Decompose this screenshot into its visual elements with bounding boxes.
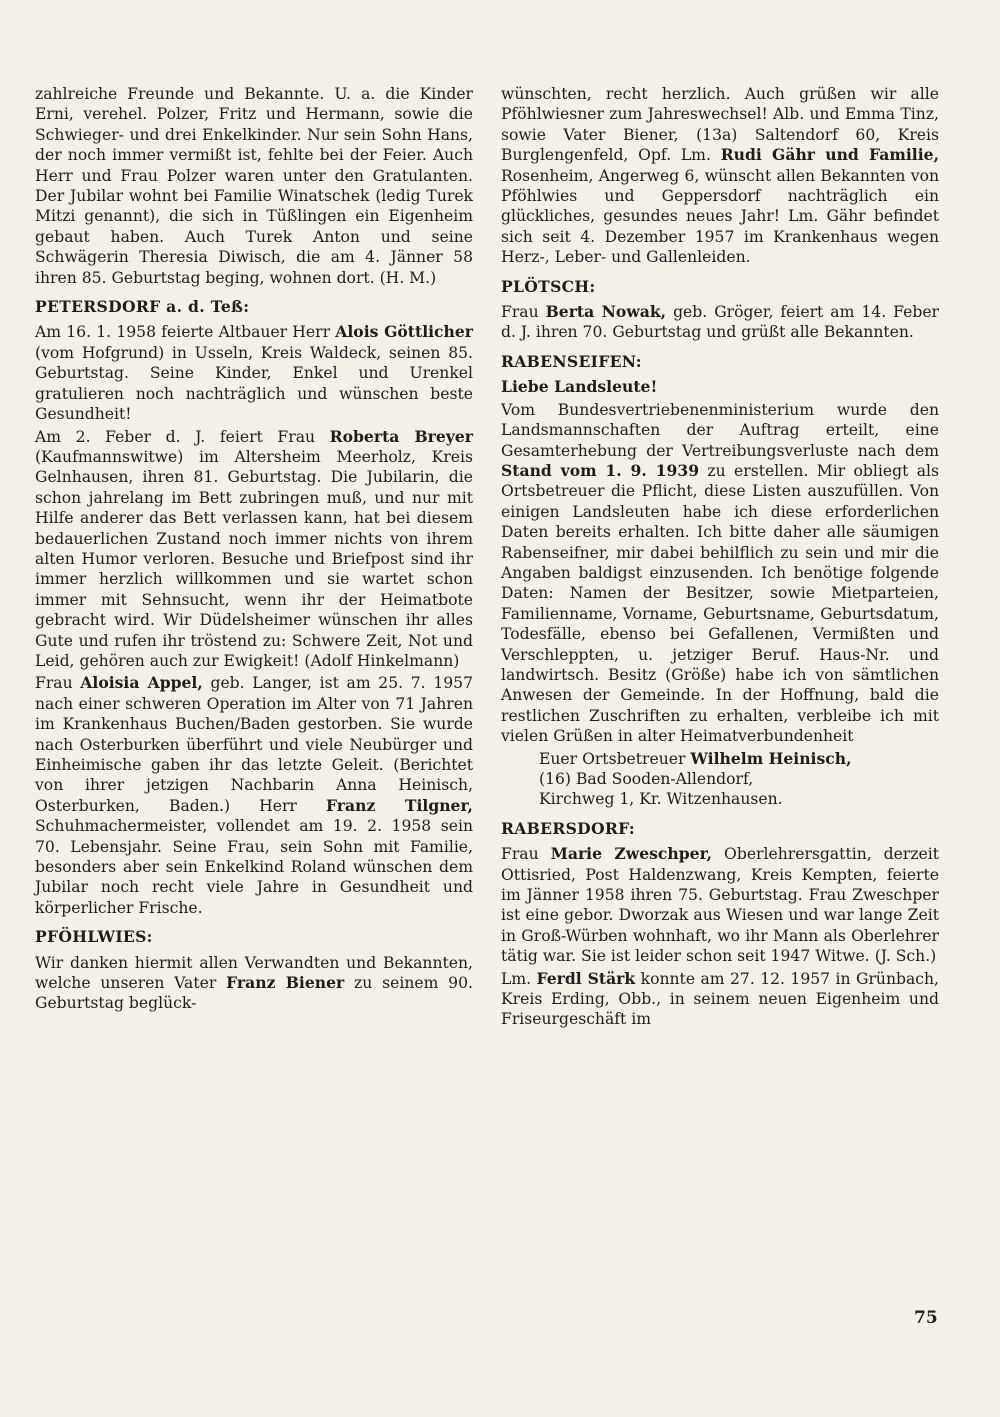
person-name: Aloisia Appel, xyxy=(80,673,203,693)
ploetsch-paragraph-1: Frau Berta Nowak, geb. Gröger, feiert am 14. Feber d. J. ihren 70. Geburtstag und grüßt alle Bekannten. xyxy=(501,302,939,342)
person-name: Rudi Gähr und Familie, xyxy=(720,145,939,165)
left-column xyxy=(35,84,473,1016)
person-name: Marie Zweschper, xyxy=(550,844,713,864)
person-name: Wilhelm Heinisch, xyxy=(690,748,852,768)
person-name: Berta Nowak, xyxy=(545,302,667,322)
signature-address-line: Kirchweg 1, Kr. Witzenhausen. xyxy=(539,790,783,809)
section-heading-pfoehlwies: PFÖHLWIES: xyxy=(35,927,153,947)
rabenseifen-paragraph-1: Vom Bundesvertriebenenministerium wurde den Landsmannschaften der Auftrag erteilt, eine Gesamterhebung der Vertreibungsverluste nach dem Stand vom 1. 9. 1939 zu erstellen. Mir obliegt als Ortsbetreuer die Pflicht, diese Listen auszufüllen. Von einigen Landsleuten habe ich diese erforderlichen Daten bereits erhalten. Ich bitte daher alle säumigen Rabenseifner, mir dabei behilflich zu sein und mir die Angaben baldigst einzusenden. Ich benötige folgende Daten: Namen der Besitzer, sowie Mietparteien, Familienname, Vorname, Geburtsname, Geburtsdatum, Todesfälle, ebenso bei Gefallenen, Vermißten und Verschleppten, u. jetziger Beruf. Haus-Nr. und landwirtsch. Besitz (Größe) habe ich von sämtlichen Anwesen der Gemeinde. In der Hoffnung, bald die restlichen Zuschriften zu erhalten, verbleibe ich mit vielen Grüßen in alter Heimatverbundenheit xyxy=(501,400,939,746)
signature-block: Euer Ortsbetreuer Wilhelm Heinisch, (16) Bad Sooden-Allendorf, Kirchweg 1, Kr. Witzenhausen. xyxy=(539,748,852,809)
person-name: Franz Biener xyxy=(226,973,345,993)
person-name: Alois Göttlicher xyxy=(335,322,474,342)
petersdorf-paragraph-2: Am 2. Feber d. J. feiert Frau Roberta Breyer (Kaufmannswitwe) im Altersheim Meerholz, Kreis Gelnhausen, ihren 81. Geburtstag. Die Jubilarin, die schon jahrelang im Bett zubringen muß, und nur mit Hilfe anderer das Bett verlassen kann, hat bei diesem bedauerlichen Zustand noch immer nichts von ihrem alten Humor verloren. Besuche und Briefpost sind ihr immer herzlich willkommen und sie wartet schon immer mit Sehnsucht, wenn ihr der Heimatbote gebracht wird. Wir Düdelsheimer wünschen ihr alles Gute und rufen ihr tröstend zu: Schwere Zeit, Not und Leid, gehören auch zur Ewigkeit! (Adolf Hinkelmann) xyxy=(35,426,473,670)
section-heading-petersdorf: PETERSDORF a. d. Teß: xyxy=(35,297,250,317)
page-number: 75 xyxy=(914,1308,938,1328)
person-name: Ferdl Stärk xyxy=(536,968,636,988)
continuation-paragraph: wünschten, recht herzlich. Auch grüßen wir alle Pföhlwiesner zum Jahreswechsel! Alb. und Emma Tinz, sowie Vater Biener, (13a) Saltendorf 60, Kreis Burglengenfeld, Opf. Lm. Rudi Gähr und Familie, Rosenheim, Angerweg 6, wünscht allen Bekannten von Pföhlwies und Geppersdorf nachträglich ein glückliches, gesundes neues Jahr! Lm. Gähr befindet sich seit 4. Dezember 1957 im Krankenhaus wegen Herz-, Leber- und Gallenleiden. xyxy=(501,85,939,267)
rabersdorf-paragraph-1: Frau Marie Zweschper, Oberlehrersgattin, derzeit Ottisried, Post Haldenzwang, Kreis Kempten, feierte im Jänner 1958 ihren 75. Geburtstag. Frau Zweschper ist eine gebor. Dworzak aus Wiesen und war lange Zeit in Groß-Würben wohnhaft, wo ihr Mann als Oberlehrer tätig war. Sie ist leider schon seit 1947 Witwe. (J. Sch.) xyxy=(501,844,940,966)
rabersdorf-paragraph-2: Lm. Ferdl Stärk konnte am 27. 12. 1957 in Grünbach, Kreis Erding, Obb., in seinem neuen Eigenheim und Friseurgeschäft im xyxy=(501,968,939,1029)
section-heading-rabersdorf: RABERSDORF: xyxy=(501,818,635,838)
petersdorf-paragraph-3: Frau Aloisia Appel, geb. Langer, ist am 25. 7. 1957 nach einer schweren Operation im Alter von 71 Jahren im Krankenhaus Buchen/Baden gestorben. Sie wurde nach Osterburken überführt und viele Neubürger und Einheimische gaben ihr das letzte Geleit. (Berichtet von ihrer jetzigen Nachbarin Anna Heinisch, Osterburken, Baden.) Herr Franz Tilgner, Schuhmachermeister, vollendet am 19. 2. 1958 sein 70. Lebensjahr. Seine Frau, sein Sohn mit Familie, besonders aber sein Enkelkind Roland wünschen dem Jubilar noch recht viele Jahre in Gesundheit und körperlicher Frische. xyxy=(35,673,474,917)
person-name: Franz Tilgner, xyxy=(325,795,473,815)
signature-address-line: (16) Bad Sooden-Allendorf, xyxy=(539,770,754,788)
pfoehlwies-paragraph-1: Wir danken hiermit allen Verwandten und Bekannten, welche unseren Vater Franz Biener zu seinem 90. Geburtstag beglück- xyxy=(35,953,473,1013)
section-heading-rabenseifen: RABENSEIFEN: xyxy=(501,351,642,371)
date-reference: Stand vom 1. 9. 1939 xyxy=(501,460,700,480)
right-column xyxy=(501,84,939,1032)
petersdorf-paragraph-1: Am 16. 1. 1958 feierte Altbauer Herr Alois Göttlicher (vom Hofgrund) in Usseln, Kreis Waldeck, seinen 85. Geburtstag. Seine Kinder, Enkel und Urenkel gratulieren noch nachträglich und wünschen beste Gesundheit! xyxy=(35,322,474,424)
intro-paragraph: zahlreiche Freunde und Bekannte. U. a. die Kinder Erni, verehel. Polzer, Fritz und Hermann, sowie die Schwieger- und drei Enkelkinder. Nur sein Sohn Hans, der noch immer vermißt ist, fehlte bei der Feier. Auch Herr und Frau Polzer waren unter den Gratulanten. Der Jubilar wohnt bei Familie Winatschek (ledig Turek Mitzi genannt), die sich in Tüßlingen ein Eigenheim gebaut haben. Auch Turek Anton und seine Schwägerin Theresia Diwisch, die am 4. Jänner 58 ihren 85. Geburtstag beging, wohnen dort. (H. M.) xyxy=(35,85,473,287)
person-name: Roberta Breyer xyxy=(329,426,473,446)
letter-salutation: Liebe Landsleute! xyxy=(501,377,658,397)
section-heading-ploetsch: PLÖTSCH: xyxy=(501,276,596,296)
